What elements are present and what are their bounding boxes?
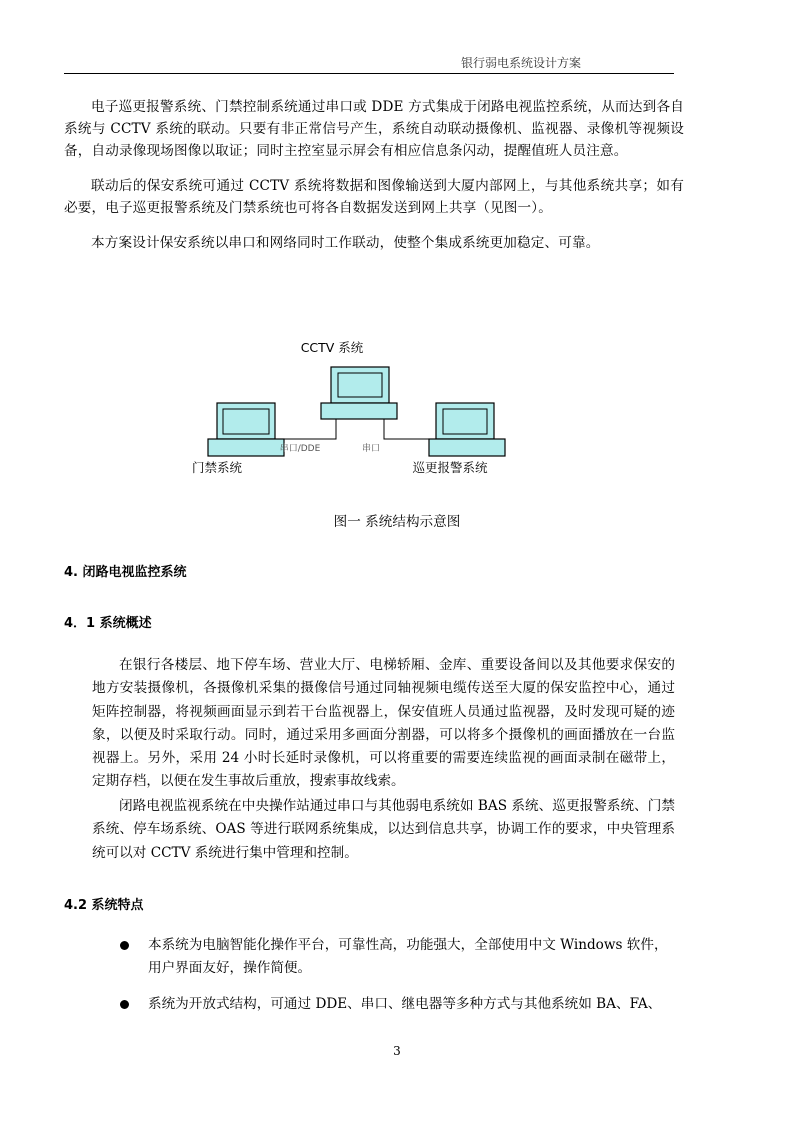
page-number: 3	[393, 1044, 401, 1058]
bullet-icon	[120, 1000, 129, 1009]
cctv-computer-icon	[321, 367, 397, 419]
patrol-alarm-computer-icon	[429, 403, 505, 456]
intro-paragraph-1: 电子巡更报警系统、门禁控制系统通过串口或 DDE 方式集成于闭路电视监控系统，从而达到各自系统与 CCTV 系统的联动。只要有非正常信号产生，系统自动联动摄像机、监视器、录像机等视频设备，自动录像现场图像以取证；同时主控室显示屏会有相应信息条闪动，提醒值班人员注意。	[64, 99, 684, 159]
header-rule	[64, 73, 674, 74]
serial-link-label: 串口	[361, 444, 381, 454]
feature-text: 本系统为电脑智能化操作平台，可靠性高，功能强大，全部使用中文 Windows 软件，用户界面友好，操作简便。	[148, 937, 668, 976]
section-4-2-heading: 4.2 系统特点	[64, 898, 144, 913]
section-4-1-paragraph-2: 闭路电视监视系统在中央操作站通过串口与其他弱电系统如 BAS 系统、巡更报警系统、门禁系统、停车场系统、OAS 等进行联网系统集成，以达到信息共享，协调工作的要求，中央管理系统可以对 CCTV 系统进行集中管理和控制。	[92, 798, 675, 861]
system-structure-diagram	[0, 330, 794, 510]
patrol-alarm-label: 巡更报警系统	[412, 460, 488, 475]
section-4-1-heading: 4．1 系统概述	[64, 616, 152, 631]
bullet-icon	[120, 941, 129, 950]
intro-paragraph-2: 联动后的保安系统可通过 CCTV 系统将数据和图像输送到大厦内部网上，与其他系统共享；如有必要，电子巡更报警系统及门禁系统也可将各自数据发送到网上共享（见图一）。	[64, 178, 684, 216]
section-4-1-paragraph-1: 在银行各楼层、地下停车场、营业大厅、电梯轿厢、金库、重要设备间以及其他要求保安的地方安装摄像机，各摄像机采集的摄像信号通过同轴视频电缆传送至大厦的保安监控中心，通过矩阵控制器，将视频画面显示到若干台监视器上，保安值班人员通过监视器，及时发现可疑的迹象，以便及时采取行动。同时，通过采用多画面分割器，可以将多个摄像机的画面播放在一台监视器上。另外，采用 24 小时长延时录像机，可以将重要的需要连续监视的画面录制在磁带上，定期存档，以便在发生事故后重放，搜索事故线索。	[92, 657, 675, 790]
cctv-system-label: CCTV 系统	[300, 340, 364, 355]
page-header-title: 银行弱电系统设计方案	[460, 56, 581, 70]
section-4-heading: 4. 闭路电视监控系统	[64, 565, 187, 580]
intro-paragraph-3: 本方案设计保安系统以串口和网络同时工作联动，使整个集成系统更加稳定、可靠。	[91, 235, 600, 251]
feature-text: 系统为开放式结构，可通过 DDE、串口、继电器等多种方式与其他系统如 BA、FA、	[148, 996, 662, 1012]
access-control-computer-icon	[208, 403, 284, 456]
serial-dde-link-label: 串口/DDE	[279, 444, 321, 454]
link-line-right	[384, 419, 429, 439]
figure-caption: 图一 系统结构示意图	[333, 514, 461, 530]
access-control-label: 门禁系统	[191, 460, 243, 475]
link-line-left	[284, 419, 336, 439]
